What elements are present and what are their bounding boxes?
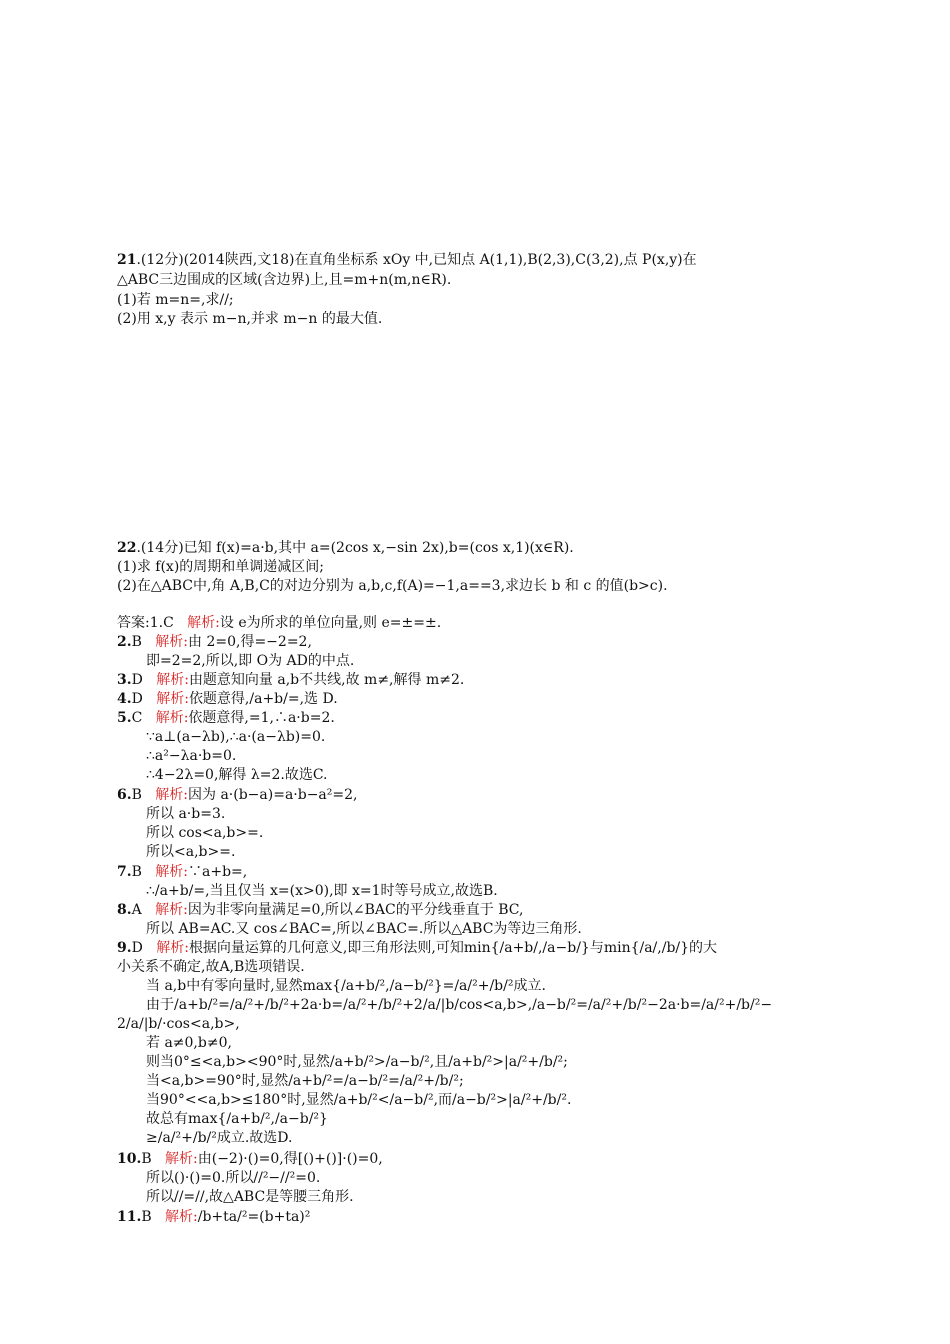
answer-text: 根据向量运算的几何意义,即三角形法则,可知min{/a+b/,/a−b/}与min{/a/,/b/}的大: [188, 940, 718, 956]
answer-5: [117, 709, 335, 728]
answer-text: 由 2=0,得=−2=2,: [188, 634, 312, 650]
analysis-label: 解析:: [155, 787, 188, 803]
answer-9-line-9: 当90°<<a,b>≤180°时,显然/a+b/²</a−b/²,而/a−b/²>|a/²+/b/².: [146, 1092, 572, 1108]
q21-line-2: △ABC三边围成的区域(含边界)上,且=m+n(m,n∈R).: [117, 272, 452, 288]
answer-8: [117, 901, 523, 920]
answer-9: [117, 939, 717, 958]
answer-number: 9.: [117, 940, 132, 956]
answer-number: 10.: [117, 1151, 142, 1167]
answer-choice: B: [141, 1209, 152, 1225]
q21-part-1: (1)若 m=n=,求//;: [117, 292, 234, 308]
answer-9-line-3: 当 a,b中有零向量时,显然max{/a+b/²,/a−b/²}=/a/²+/b/²成立.: [146, 978, 546, 994]
answer-8-line-2: 所以 AB=AC.又 cos∠BAC=,所以∠BAC=.所以△ABC为等边三角形.: [146, 921, 582, 937]
answer-6-line-4: 所以<a,b>=.: [146, 844, 236, 860]
answer-10-line-2: 所以()·()=0.所以//²−//²=0.: [146, 1170, 321, 1186]
answer-9-line-7: 则当0°≤<a,b><90°时,显然/a+b/²>/a−b/²,且/a+b/²>|a/²+/b/²;: [146, 1054, 568, 1070]
analysis-label: 解析:: [165, 1151, 198, 1167]
answer-5-line-2: ∵a⊥(a−λb),∴a·(a−λb)=0.: [146, 729, 326, 745]
answer-number: 3.: [117, 672, 132, 688]
answer-2: [117, 633, 312, 652]
answer-choice: D: [131, 940, 143, 956]
q22-part-1: (1)求 f(x)的周期和单调递减区间;: [117, 559, 324, 575]
answer-9-line-5: 2/a/|b/·cos<a,b>,: [117, 1016, 240, 1032]
answer-9-line-6: 若 a≠0,b≠0,: [146, 1035, 232, 1051]
answer-number: 11.: [117, 1209, 142, 1225]
q22-line-1: [117, 539, 574, 558]
answer-6-line-3: 所以 cos<a,b>=.: [146, 825, 264, 841]
q21-line-1: [117, 251, 697, 270]
q21-number: 21: [117, 252, 137, 268]
answer-11: [117, 1208, 310, 1227]
answer-7: [117, 863, 247, 882]
answer-text: 因为非零向量满足=0,所以∠BAC的平分线垂直于 BC,: [187, 902, 524, 918]
answer-text: 依题意得,/a+b/=,选 D.: [188, 691, 338, 707]
answer-choice: A: [131, 902, 142, 918]
answer-text: 因为 a·(b−a)=a·b−a²=2,: [188, 787, 358, 803]
answer-choice: B: [141, 1151, 152, 1167]
answer-9-line-10: 故总有max{/a+b/²,/a−b/²}: [146, 1111, 328, 1127]
analysis-label: 解析:: [156, 691, 189, 707]
answer-choice: C: [163, 615, 174, 631]
answer-text: 设 e为所求的单位向量,则 e=±=±.: [219, 615, 442, 631]
q21-part-2: (2)用 x,y 表示 m−n,并求 m−n 的最大值.: [117, 311, 383, 327]
answer-5-line-3: ∴a²−λa·b=0.: [146, 748, 237, 764]
analysis-label: 解析:: [156, 940, 189, 956]
answer-text: 由题意知向量 a,b不共线,故 m≠,解得 m≠2.: [188, 672, 465, 688]
answer-text: /b+ta/²=(b+ta)²: [197, 1209, 311, 1225]
answer-choice: D: [131, 672, 143, 688]
answer-6: [117, 786, 357, 805]
answer-5-line-4: ∴4−2λ=0,解得 λ=2.故选C.: [146, 767, 328, 783]
answer-10-line-3: 所以//=//,故△ABC是等腰三角形.: [146, 1189, 354, 1205]
answer-number: 6.: [117, 787, 132, 803]
q22-stem: .(14分)已知 f(x)=a·b,其中 a=(2cos x,−sin 2x),b=(cos x,1)(x∈R).: [136, 540, 574, 556]
answer-number: 8.: [117, 902, 132, 918]
answer-choice: D: [131, 691, 143, 707]
answer-3: [117, 671, 464, 690]
q21-stem: .(12分)(2014陕西,文18)在直角坐标系 xOy 中,已知点 A(1,1),B(2,3),C(3,2),点 P(x,y)在: [136, 252, 697, 268]
answer-choice: B: [131, 634, 142, 650]
analysis-label: 解析:: [155, 864, 188, 880]
answer-9-line-8: 当<a,b>=90°时,显然/a+b/²=/a−b/²=/a/²+/b/²;: [146, 1073, 464, 1089]
analysis-label: 解析:: [155, 902, 188, 918]
answer-choice: B: [131, 864, 142, 880]
answer-text: 依题意得,=1,∴a·b=2.: [188, 710, 335, 726]
analysis-label: 解析:: [165, 1209, 198, 1225]
analysis-label: 解析:: [155, 634, 188, 650]
answer-6-line-2: 所以 a·b=3.: [146, 806, 226, 822]
answer-9-line-4: 由于/a+b/²=/a/²+/b/²+2a·b=/a/²+/b/²+2/a/|b/cos<a,b>,/a−b/²=/a/²+/b/²−2a·b=/a/²+/b/²−: [146, 997, 773, 1013]
answer-number: 2.: [117, 634, 132, 650]
answer-10: [117, 1150, 383, 1169]
answer-text: 由(−2)·()=0,得[()+()]·()=0,: [197, 1151, 383, 1167]
answer-number: 1.: [149, 615, 164, 631]
q22-part-2: (2)在△ABC中,角 A,B,C的对边分别为 a,b,c,f(A)=−1,a==3,求边长 b 和 c 的值(b>c).: [117, 578, 668, 594]
analysis-label: 解析:: [187, 615, 220, 631]
answer-2-line-2: 即=2=2,所以,即 O为 AD的中点.: [146, 653, 355, 669]
answer-1: [117, 614, 441, 633]
answer-choice: C: [131, 710, 143, 726]
q22-number: 22: [117, 540, 137, 556]
answer-text: ∵a+b=,: [188, 864, 248, 880]
answer-choice: B: [131, 787, 142, 803]
answer-number: 7.: [117, 864, 132, 880]
answer-9-line-2: 小关系不确定,故A,B选项错误.: [117, 959, 305, 975]
analysis-label: 解析:: [155, 710, 189, 726]
answer-number: 5.: [117, 710, 132, 726]
answers-header: 答案:: [117, 615, 150, 631]
answer-4: [117, 690, 338, 709]
analysis-label: 解析:: [156, 672, 189, 688]
answer-number: 4.: [117, 691, 132, 707]
answer-7-line-2: ∴/a+b/=,当且仅当 x=(x>0),即 x=1时等号成立,故选B.: [146, 883, 498, 899]
answer-9-line-11: ≥/a/²+/b/²成立.故选D.: [146, 1130, 293, 1146]
